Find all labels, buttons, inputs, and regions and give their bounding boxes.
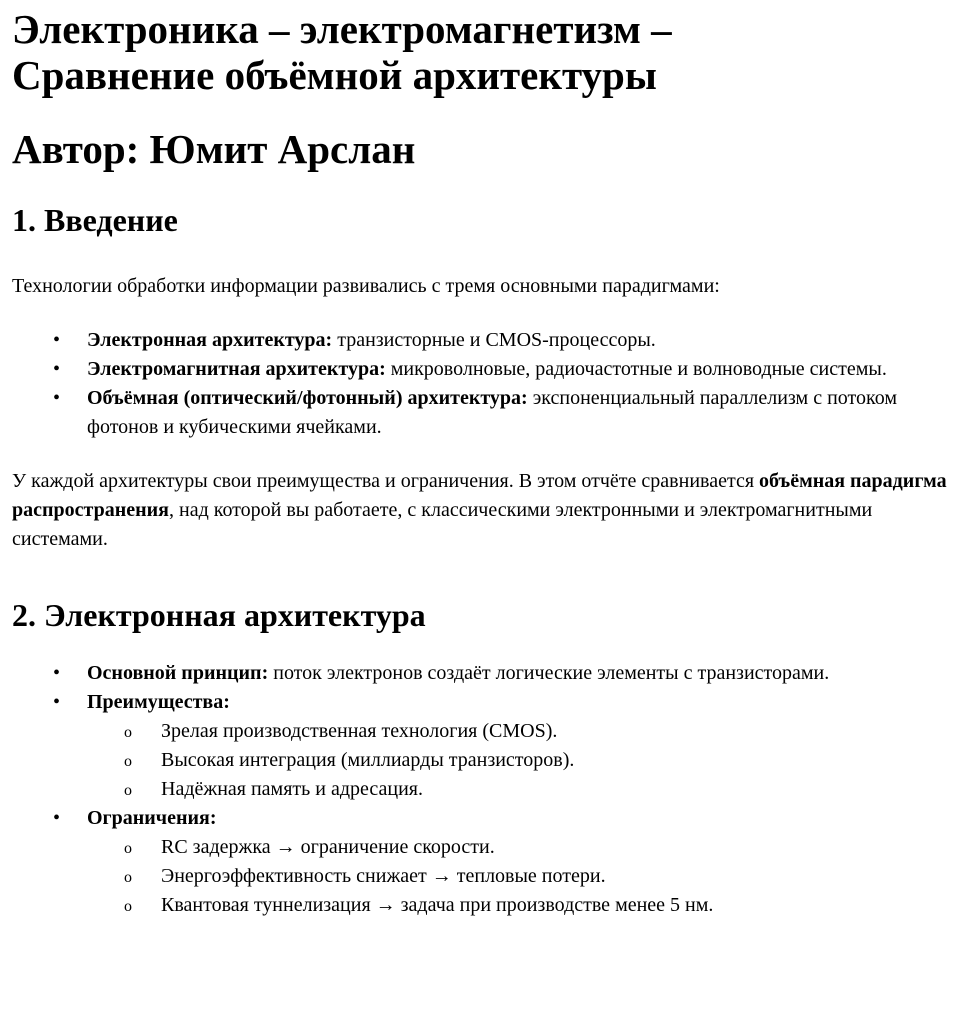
list-item-principle — [12, 659, 947, 688]
list-item — [12, 355, 947, 384]
limitations-sublist — [87, 833, 947, 920]
electronic-details-list — [12, 659, 947, 920]
list-item-limitations — [12, 804, 947, 920]
bullet-icon: • — [53, 387, 61, 409]
advantages-sublist — [87, 717, 947, 804]
circle-bullet-icon: o — [124, 898, 132, 915]
bullet-icon: • — [53, 807, 61, 829]
principle-label: Основной принцип: — [87, 662, 269, 684]
circle-bullet-icon: o — [124, 724, 132, 741]
sub-list-item — [87, 746, 947, 775]
list-item-label: Электромагнитная архитектура: — [87, 358, 386, 380]
circle-bullet-icon: o — [124, 753, 132, 770]
sub-list-item-text: Квантовая туннелизация → задача при производстве менее 5 нм. — [161, 894, 714, 916]
sub-list-item-text: Зрелая производственная технология (CMOS). — [161, 720, 558, 742]
bullet-icon: • — [53, 662, 61, 684]
summary-emphasis: объёмная парадигма распространения — [12, 470, 947, 521]
sub-list-item — [87, 862, 947, 891]
section-heading-electronic: 2. Электронная архитектура — [12, 597, 426, 633]
paradigm-list — [12, 326, 947, 442]
sub-list-item-text: Высокая интеграция (миллиарды транзисторов). — [161, 749, 575, 771]
intro-paragraph: Технологии обработки информации развивались с тремя основными парадигмами: — [12, 275, 720, 297]
bullet-icon: • — [53, 358, 61, 380]
list-item-text: микроволновые, радиочастотные и волноводные системы. — [385, 358, 887, 380]
author-heading: Автор: Юмит Арслан — [12, 126, 416, 172]
title-line-1: Электроника – электромагнетизм – — [12, 6, 672, 52]
list-item-label: Электронная архитектура: — [87, 329, 333, 351]
section-heading-introduction: 1. Введение — [12, 202, 178, 238]
principle-text: поток электронов создаёт логические элементы с транзисторами. — [268, 662, 830, 684]
circle-bullet-icon: o — [124, 840, 132, 857]
list-item — [12, 326, 947, 355]
summary-text-end: , над которой вы работаете, с классическими электронными и электромагнитными системами. — [12, 499, 873, 550]
sub-list-item — [87, 717, 947, 746]
circle-bullet-icon: o — [124, 869, 132, 886]
list-item-label: Объёмная (оптический/фотонный) архитектура: — [87, 387, 528, 409]
circle-bullet-icon: o — [124, 782, 132, 799]
list-item-text: транзисторные и CMOS-процессоры. — [332, 329, 656, 351]
limitations-label: Ограничения: — [87, 807, 217, 829]
list-item — [12, 384, 947, 442]
summary-paragraph — [12, 467, 947, 554]
list-item-advantages — [12, 688, 947, 804]
title-line-2: Сравнение объёмной архитектуры — [12, 52, 657, 98]
document-title — [12, 6, 947, 98]
sub-list-item — [87, 833, 947, 862]
bullet-icon: • — [53, 691, 61, 713]
sub-list-item-text: Энергоэффективность снижает → тепловые потери. — [161, 865, 606, 887]
list-item-text: экспоненциальный параллелизм с потоком фотонов и кубическими ячейками. — [87, 387, 897, 438]
sub-list-item-text: RC задержка → ограничение скорости. — [161, 836, 495, 858]
document-page — [12, 0, 947, 920]
summary-text-start: У каждой архитектуры свои преимущества и ограничения. В этом отчёте сравнивается — [12, 470, 760, 492]
sub-list-item — [87, 891, 947, 920]
sub-list-item — [87, 775, 947, 804]
advantages-label: Преимущества: — [87, 691, 230, 713]
sub-list-item-text: Надёжная память и адресация. — [161, 778, 424, 800]
bullet-icon: • — [53, 329, 61, 351]
